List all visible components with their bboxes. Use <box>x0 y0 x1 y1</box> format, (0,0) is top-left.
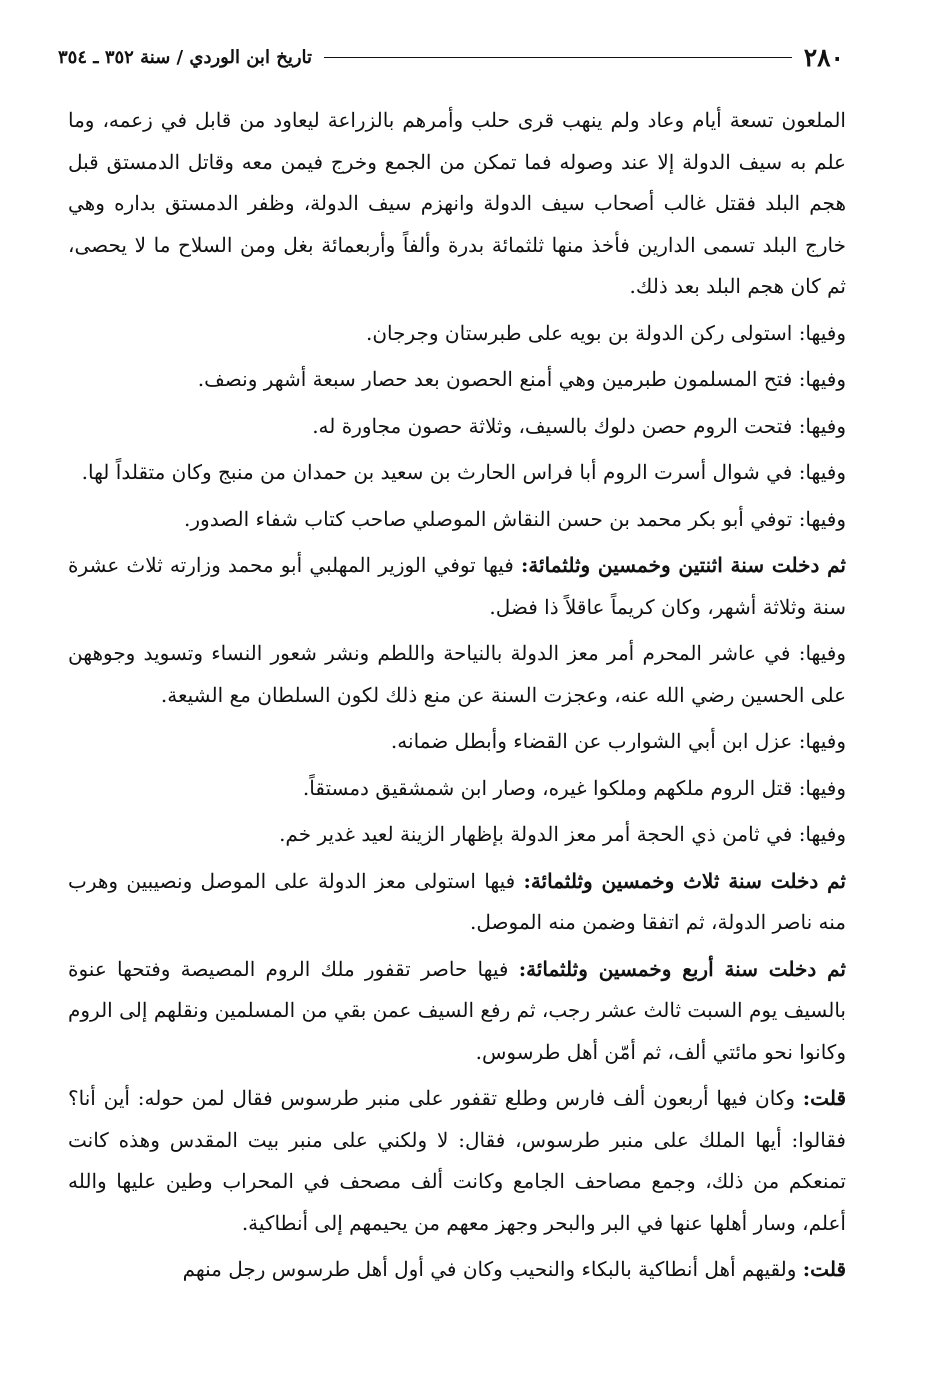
paragraph-text: فيها حاصر تقفور ملك الروم المصيصة وفتحها عنوة بالسيف يوم السبت ثالث عشر رجب، ثم رفع السيف عمن بقي من المسلمين ونقلهم إلى الروم وكانوا نحو مائتي ألف، ثم أمّن أهل طرسوس. <box>68 956 846 1064</box>
paragraph-text: عزل ابن أبي الشوارب عن القضاء وأبطل ضمانه. <box>390 729 793 753</box>
year-heading: ثم دخلت سنة اثنتين وخمسين وثلثمائة: <box>520 553 846 577</box>
paragraph-text: توفي أبو بكر محمد بن حسن النقاش الموصلي صاحب كتاب شفاء الصدور. <box>184 506 793 531</box>
paragraph-text: قتل الروم ملكهم وملكوا غيره، وصار ابن شمشقيق دمستقاً. <box>302 775 793 800</box>
paragraph-text: فيها استولى معز الدولة على الموصل ونصيبين وهرب منه ناصر الدولة، ثم اتفقا وضمن منه الموصل. <box>68 868 846 934</box>
paragraph-lead: وفيها: <box>798 460 846 484</box>
paragraph <box>68 814 846 856</box>
paragraph <box>68 768 846 810</box>
page-number: ٢٨٠ <box>803 42 844 72</box>
paragraph-text: الملعون تسعة أيام وعاد ولم ينهب قرى حلب وأمرهم بالزراعة ليعاود من قابل في زعمه، وما علم به سيف الدولة إلا عند وصوله فما تمكن من الجمع وخرج فيمن معه وقاتل الدمستق قبل هجم البلد فقتل غالب أصحاب سيف الدولة وانهزم سيف الدولة، وظفر الدمستق بداره وهي خارج البلد تسمى الدارين فأخذ منها ثلثمائة بدرة وألفاً وأربعمائة بغل ومن السلاح ما لا يحصى، ثم كان هجم البلد بعد ذلك. <box>68 108 846 298</box>
paragraph-text: فتحت الروم حصن دلوك بالسيف، وثلاثة حصون مجاورة له. <box>312 413 793 438</box>
paragraph <box>68 359 846 401</box>
paragraph-text: في ثامن ذي الحجة أمر معز الدولة بإظهار الزينة لعيد غدير خم. <box>279 822 793 846</box>
note-lead: قلت: <box>802 1086 846 1110</box>
page-body <box>68 100 846 1296</box>
paragraph-lead: وفيها: <box>798 413 846 438</box>
year-heading: ثم دخلت سنة ثلاث وخمسين وثلثمائة: <box>523 868 846 893</box>
paragraph-lead: وفيها: <box>798 641 847 665</box>
paragraph <box>68 100 846 308</box>
paragraph-text: فتح المسلمون طبرمين وهي أمنع الحصون بعد حصار سبعة أشهر ونصف. <box>197 367 793 391</box>
paragraph <box>68 721 846 763</box>
paragraph <box>68 545 846 628</box>
paragraph <box>68 499 846 541</box>
paragraph <box>68 452 846 494</box>
note-lead: قلت: <box>802 1257 846 1281</box>
paragraph-text: في شوال أسرت الروم أبا فراس الحارث بن سعيد بن حمدان من منبج وكان متقلداً لها. <box>81 460 793 484</box>
paragraph-text: وكان فيها أربعون ألف فارس وطلع تقفور على منبر طرسوس فقال لمن حوله: أين أنا؟ فقالوا: أيها الملك على منبر طرسوس، فقال: لا ولكني على منبر بيت المقدس وهذه كانت تمنعكم من ذلك، وجمع مصاحف الجامع وكانت ألف مصحف في المحراب وطين عليها والله أعلم، وسار أهلها عنها في البر والبحر وجهز معهم من يحيمهم إلى أنطاكية. <box>68 1086 846 1235</box>
paragraph-lead: وفيها: <box>798 822 846 846</box>
paragraph-lead: وفيها: <box>798 729 846 753</box>
paragraph <box>68 1249 846 1291</box>
paragraph <box>68 861 846 944</box>
paragraph <box>68 633 846 716</box>
paragraph-lead: وفيها: <box>798 320 846 345</box>
paragraph-text: ولقيهم أهل أنطاكية بالبكاء والنحيب وكان في أول أهل طرسوس رجل منهم <box>182 1257 797 1281</box>
paragraph-lead: وفيها: <box>798 775 846 800</box>
paragraph-text: استولى ركن الدولة بن بويه على طبرستان وجرجان. <box>366 320 793 345</box>
year-heading: ثم دخلت سنة أربع وخمسين وثلثمائة: <box>518 956 846 981</box>
paragraph <box>68 949 846 1074</box>
paragraph <box>68 406 846 448</box>
page-header <box>58 40 844 74</box>
running-title: تاريخ ابن الوردي / سنة ٣٥٢ ـ ٣٥٤ <box>58 46 313 68</box>
paragraph <box>68 313 846 355</box>
paragraph <box>68 1078 846 1244</box>
header-rule <box>324 57 792 58</box>
paragraph-text: فيها توفي الوزير المهلبي أبو محمد وزارته ثلاث عشرة سنة وثلاثة أشهر، وكان كريماً عاقلاً ذا فضل. <box>68 553 846 619</box>
paragraph-lead: وفيها: <box>798 506 846 531</box>
paragraph-lead: وفيها: <box>798 367 846 391</box>
paragraph-text: في عاشر المحرم أمر معز الدولة بالنياحة واللطم ونشر شعور النساء وتسويد وجوههن على الحسين رضي الله عنه، وعجزت السنة عن منع ذلك لكون السلطان مع الشيعة. <box>68 641 846 707</box>
